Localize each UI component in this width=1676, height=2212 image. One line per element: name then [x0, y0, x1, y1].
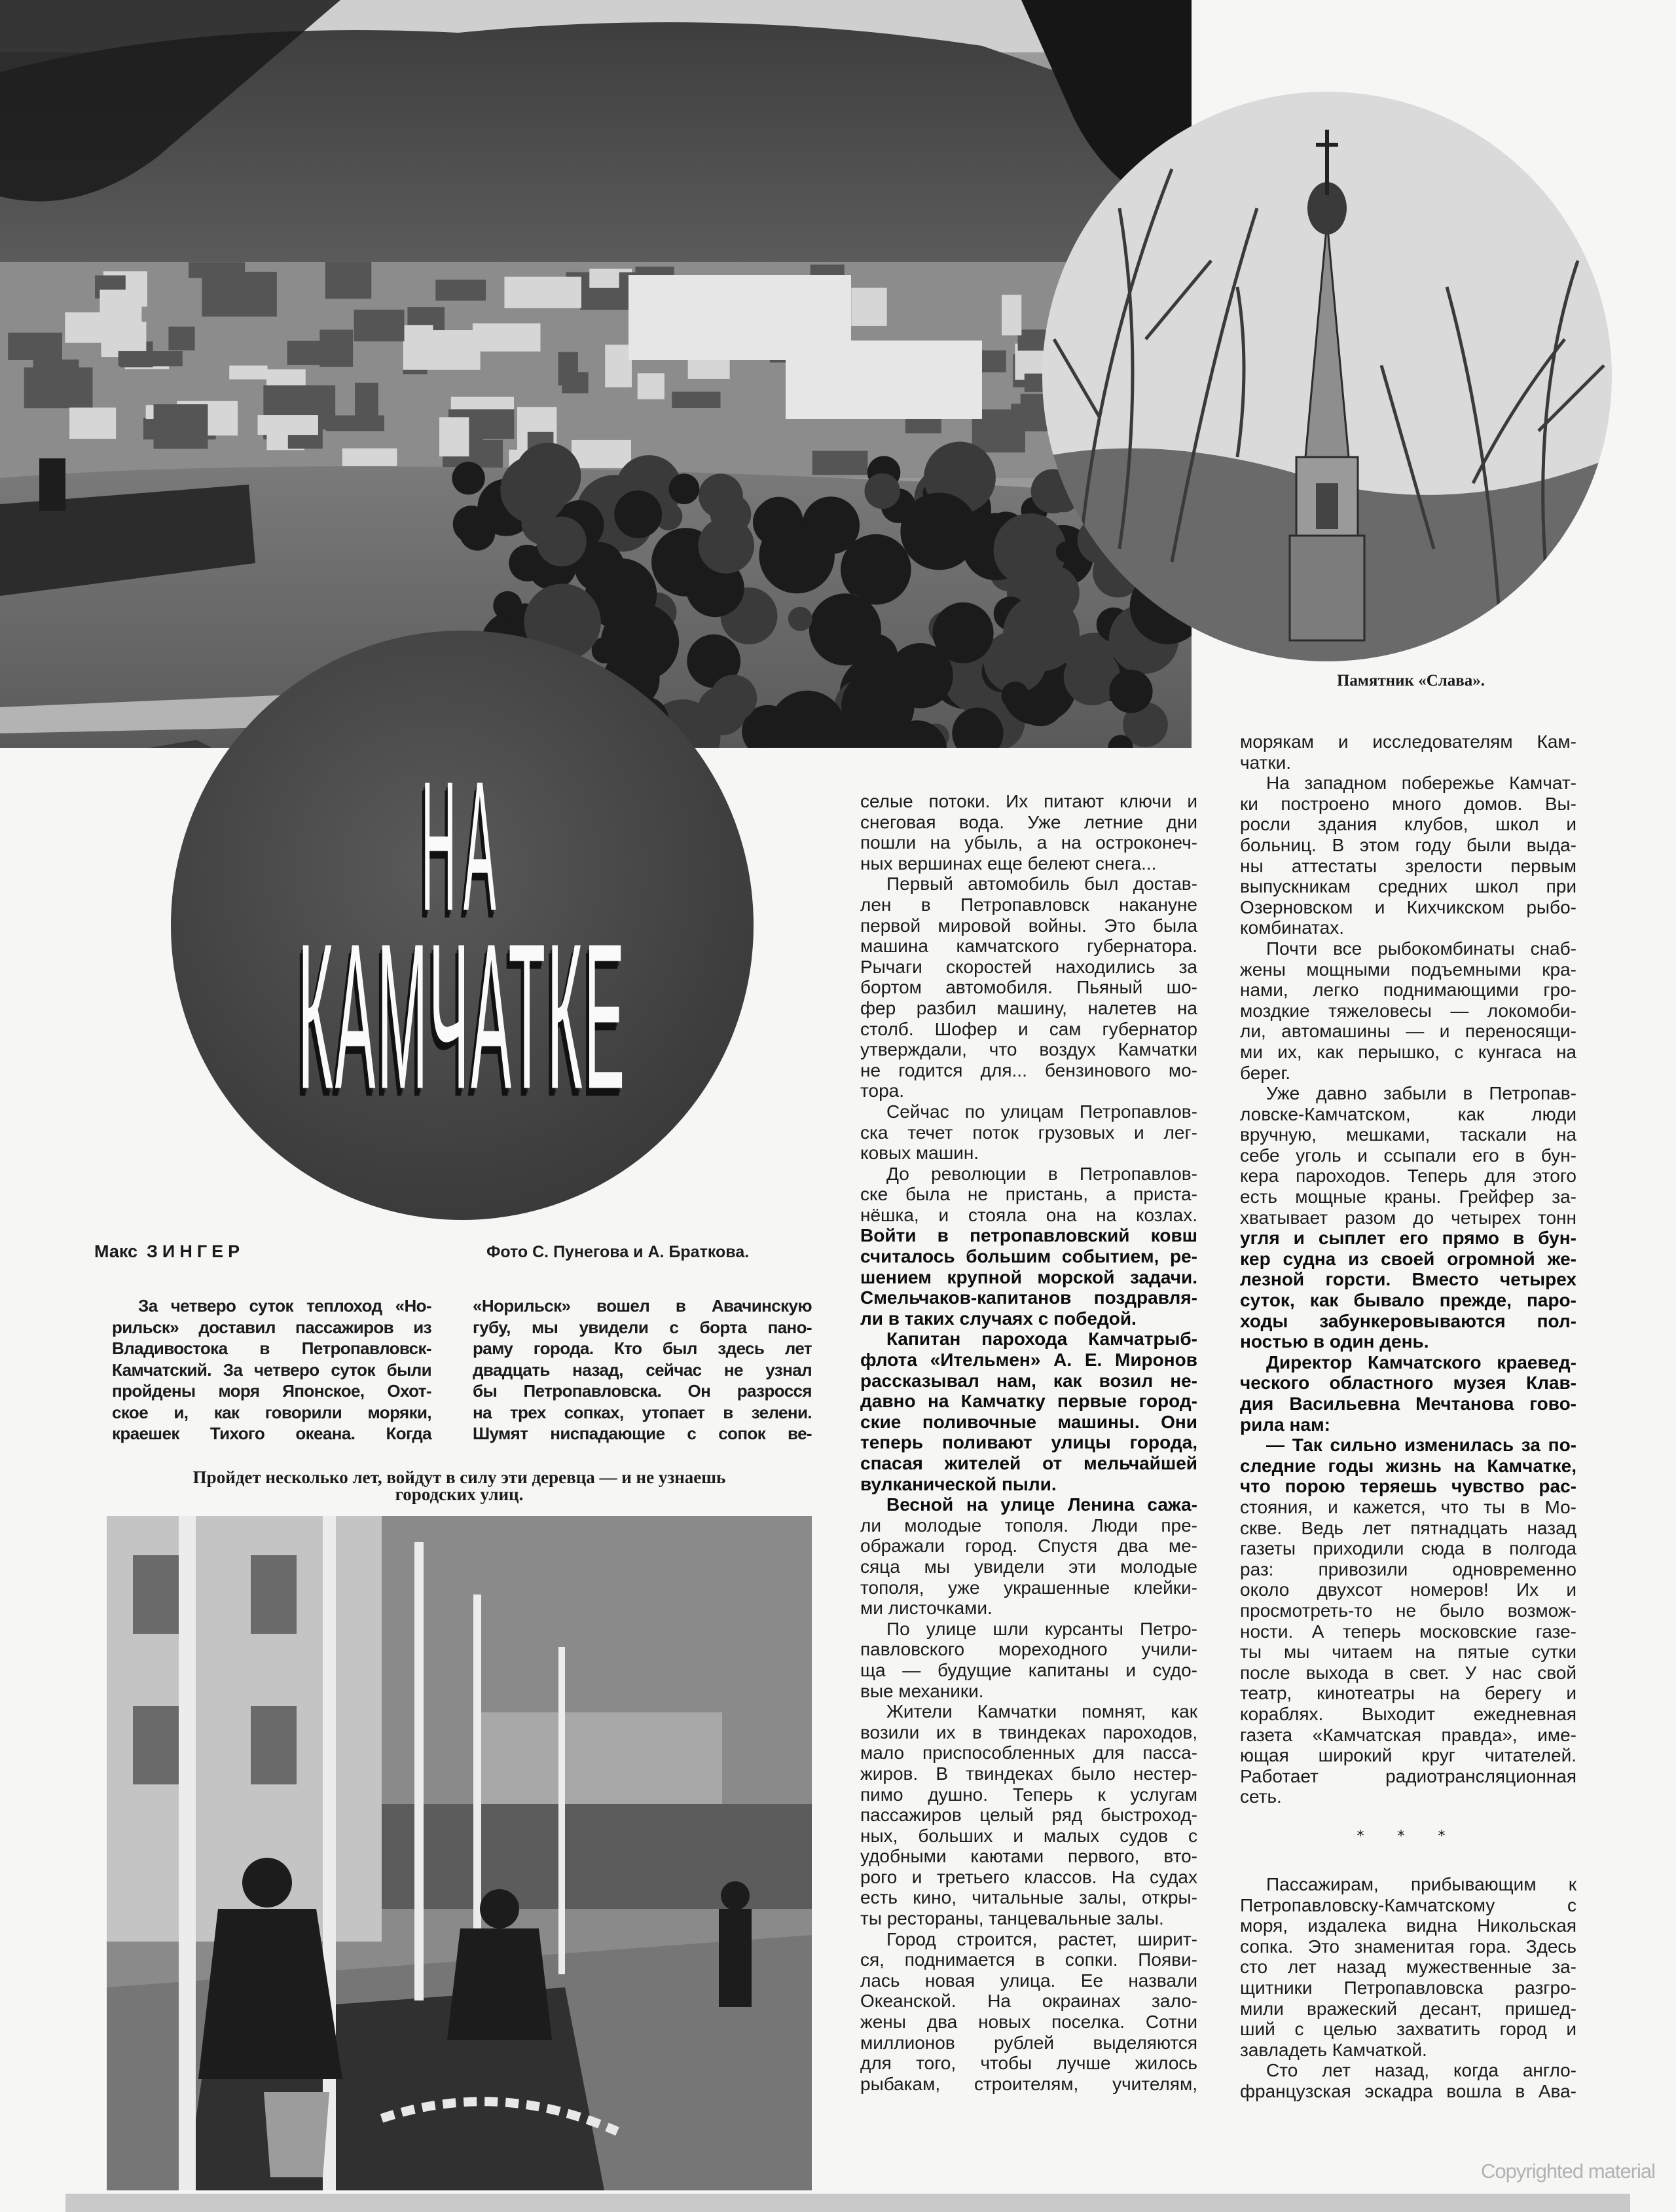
- text-line: Войти в петропавловский ковш: [860, 1225, 1197, 1246]
- text-line: Рычаги скоростей находились за: [860, 956, 1197, 977]
- text-line: жены два новых поселка. Сотни: [860, 2012, 1197, 2033]
- text-line: дия Васильевна Мечтанова гово-: [1240, 1393, 1576, 1414]
- text-line: ных вершинах еще белеют снега...: [860, 853, 1157, 874]
- text-line: Океанской. На окраинах зало-: [860, 1991, 1197, 2012]
- text-line: лась новая улица. Ее назвали: [860, 1970, 1197, 1991]
- paragraph: [1240, 2060, 1576, 2101]
- text-line: росли здания клубов, школ и: [1240, 814, 1576, 835]
- text-line: щитники Петропавловска разгро-: [1240, 1977, 1576, 1998]
- text-line: теперь поливают улицы города,: [860, 1432, 1197, 1453]
- intro-column-1: [112, 1295, 431, 1445]
- text-line: ские поливочные машины. Они: [860, 1411, 1197, 1432]
- paragraph: [860, 874, 1197, 1101]
- text-line: ший с целью захватить город и: [1240, 2019, 1576, 2040]
- text-line: ности. А теперь московские газе-: [1240, 1621, 1576, 1642]
- text-line: комбинатах.: [1240, 917, 1345, 938]
- text-line: возили их в твиндеках пароходов,: [860, 1722, 1197, 1742]
- text-line: рыбакам, строителям, учителям,: [860, 2073, 1197, 2094]
- text-line: ли молодые тополя. Люди пре-: [860, 1515, 1197, 1536]
- text-line: кораблях. Выходит ежедневная: [1240, 1703, 1576, 1724]
- text-line: Пассажирам, прибывающим к: [1266, 1874, 1576, 1894]
- text-line: раз: привозили одновременно: [1240, 1558, 1576, 1579]
- text-line: мало приспособленных для пасса-: [860, 1742, 1197, 1763]
- text-line: моря, издалека видна Никольская: [1240, 1915, 1576, 1936]
- text-line: кера пароходов. Теперь для этого: [1240, 1166, 1576, 1187]
- text-line: Почти все рыбокомбинаты снаб-: [1266, 938, 1576, 959]
- text-line: Сто лет назад, когда англо-: [1266, 2060, 1576, 2081]
- text-line: лен в Петропавловск накануне: [860, 894, 1197, 915]
- text-line: после выхода в свет. У нас свой: [1240, 1662, 1576, 1683]
- text-line: ское и, как говорили моряки,: [112, 1402, 431, 1422]
- text-line: ющая широкий круг читателей.: [1240, 1745, 1576, 1766]
- text-line: Работает радиотрансляционная: [1240, 1765, 1576, 1786]
- paragraph: [860, 1164, 1197, 1329]
- text-line: ска течет поток грузовых и лег-: [860, 1122, 1197, 1143]
- title-line-1: НА: [421, 743, 503, 950]
- paragraph: [112, 1295, 431, 1445]
- text-line: На западном побережье Камчат-: [1266, 773, 1576, 794]
- title-line-2: КАМЧАТКЕ: [298, 900, 627, 1132]
- text-line: Уже давно забыли в Петропав-: [1266, 1083, 1576, 1104]
- right-column: [1240, 731, 1576, 1807]
- text-line: сеть.: [1240, 1786, 1282, 1807]
- text-line: Сейчас по улицам Петропавлов-: [886, 1101, 1197, 1122]
- text-line: За четверо суток теплоход «Но-: [138, 1296, 431, 1316]
- text-line: газета «Камчатская правда», име-: [1240, 1724, 1576, 1745]
- text-line: выпускникам средних школ при: [1240, 876, 1576, 897]
- caption-line: Пройдет несколько лет, войдут в силу эти деревца — и не узнаешь: [192, 1467, 726, 1487]
- text-line: павловского мореходного учили-: [860, 1639, 1197, 1660]
- text-line: рассказывал нам, как возил не-: [860, 1370, 1197, 1391]
- text-line: снеговая вода. Уже летние дни: [860, 811, 1197, 832]
- paragraph: [1240, 1083, 1576, 1352]
- paragraph: [860, 1701, 1197, 1929]
- tree-planting-photo: [107, 1516, 812, 2190]
- text-line: ща — будущие капитаны и судо-: [860, 1659, 1197, 1680]
- text-line: жиров. В твиндеках было нестер-: [860, 1763, 1197, 1784]
- text-line: двадцать назад, сейчас не узнал: [473, 1359, 812, 1380]
- text-line: вулканической пыли.: [860, 1473, 1057, 1494]
- text-line: ске была не пристань, а приста-: [860, 1184, 1197, 1205]
- trees-photo-caption: [107, 1469, 811, 1503]
- text-line: «Норильск» вошел в Авачинскую: [473, 1296, 812, 1316]
- text-line: морякам и исследователям Кам-: [1240, 731, 1576, 752]
- author-first-name: Макс: [94, 1242, 138, 1261]
- text-line: — Так сильно изменилась за по-: [1266, 1435, 1576, 1456]
- text-line: давно на Камчатку первые город-: [860, 1391, 1197, 1412]
- text-line: ты мы читаем на пятые сутки: [1240, 1642, 1576, 1663]
- text-line: ты рестораны, танцевальные залы.: [860, 1908, 1164, 1929]
- text-line: ся, поднимается в сопки. Появи-: [860, 1949, 1197, 1970]
- text-line: утверждали, что воздух Камчатки: [860, 1039, 1197, 1060]
- paragraph: [473, 1295, 812, 1445]
- text-line: есть мощные краны. Грейфер за-: [1240, 1187, 1576, 1207]
- text-line: До революции в Петропавлов-: [886, 1163, 1197, 1184]
- text-line: По улице шли курсанты Петро-: [886, 1618, 1197, 1639]
- text-line: тора.: [860, 1080, 905, 1101]
- copyright-watermark: Copyrighted material: [1481, 2160, 1656, 2183]
- text-line: ческого областного музея Клав-: [1240, 1373, 1576, 1393]
- text-line: раму города. Кто был здесь лет: [473, 1338, 812, 1358]
- text-line: пошли на убыль, а на остроконеч-: [860, 832, 1197, 853]
- text-line: краешек Тихого океана. Когда: [112, 1424, 431, 1443]
- monument-slava-photo: [1041, 90, 1613, 663]
- caption-line: городских улиц.: [395, 1484, 524, 1504]
- text-line: Озерновском и Кихчикском рыбо-: [1240, 896, 1576, 917]
- text-line: просмотреть-то не было возмож-: [1240, 1600, 1576, 1621]
- paragraph: [1240, 938, 1576, 1083]
- text-line: моздкие тяжеловесы — локомоби-: [1240, 1000, 1576, 1021]
- text-line: пройдены моря Японское, Охот-: [112, 1381, 431, 1401]
- text-line: французская эскадра вошла в Ава-: [1240, 2080, 1576, 2101]
- paragraph: [1240, 731, 1576, 773]
- text-line: на трех сопках, утопает в зелени.: [473, 1402, 812, 1422]
- text-line: чатки.: [1240, 752, 1292, 773]
- text-line: жены мощными подъемными кра-: [1240, 959, 1576, 980]
- text-line: вые механики.: [860, 1680, 984, 1701]
- text-line: Владивостока в Петропавловск-: [112, 1338, 431, 1358]
- text-line: ображали город. Спустя два ме-: [860, 1536, 1197, 1557]
- text-line: хватывает разом до четырех тонн: [1240, 1207, 1576, 1228]
- monument-caption: Памятник «Слава».: [1336, 672, 1485, 690]
- text-line: ми листочками.: [860, 1598, 993, 1619]
- paragraph: [860, 1329, 1197, 1494]
- text-line: бы Петропавловска. Он разросся: [473, 1381, 812, 1401]
- text-line: ны аттестаты зрелости первым: [1240, 855, 1576, 876]
- text-line: удобными каютами первого, вто-: [860, 1846, 1197, 1867]
- text-line: машина камчатского губернатора.: [860, 936, 1197, 957]
- text-line: не годится для... бензинового мо-: [860, 1060, 1197, 1080]
- text-line: ностью в один день.: [1240, 1331, 1429, 1352]
- author-byline: [94, 1242, 244, 1262]
- section-separator: * * *: [1357, 1828, 1460, 1845]
- text-line: пассажиров целый ряд быстроход-: [860, 1805, 1197, 1826]
- intro-column-2: [473, 1295, 812, 1445]
- text-line: шением крупной морской задачи.: [860, 1266, 1197, 1287]
- text-line: миллионов рублей выделяются: [860, 2032, 1197, 2053]
- text-line: Петропавловску-Камчатскому с: [1240, 1894, 1576, 1915]
- photo-credit: Фото С. Пунегова и А. Браткова.: [486, 1243, 750, 1261]
- text-line: Камчатский. За четверо суток были: [112, 1359, 431, 1380]
- text-line: нёшка, и стояла она на козлах.: [860, 1204, 1197, 1225]
- right-column-continued: [1240, 1874, 1576, 2102]
- text-line: скве. Ведь лет пятнадцать назад: [1240, 1517, 1576, 1538]
- paragraph: [860, 791, 1197, 874]
- text-line: ходы забункеровываются пол-: [1240, 1310, 1576, 1331]
- text-line: что порою теряешь чувство рас-: [1240, 1476, 1576, 1497]
- text-line: первой мировой войны. Это была: [860, 915, 1197, 936]
- paragraph: [860, 1929, 1197, 2095]
- text-line: завладеть Камчаткой.: [1240, 2039, 1427, 2060]
- text-line: лезной горсти. Вместо четырех: [1240, 1269, 1576, 1290]
- text-line: сяца мы увидели эти молодые: [860, 1556, 1197, 1577]
- text-line: столб. Шофер и сам губернатор: [860, 1018, 1197, 1039]
- monument-slava-image: [1041, 90, 1613, 663]
- text-line: тополя, уже украшенные клейки-: [860, 1577, 1197, 1598]
- scan-edge-shadow: [65, 2194, 1630, 2212]
- text-line: флота «Ительмен» А. Е. Миронов: [860, 1350, 1197, 1371]
- text-line: нами, легко поднимающими гро-: [1240, 980, 1576, 1001]
- text-line: Жители Камчатки помнят, как: [886, 1701, 1197, 1722]
- tree-planting-image: [107, 1516, 812, 2190]
- text-line: кер судна из своей огромной же-: [1240, 1248, 1576, 1269]
- text-line: селые потоки. Их питают ключи и: [860, 791, 1197, 811]
- text-line: около двухсот номеров! Их и: [1240, 1579, 1576, 1600]
- text-line: Директор Камчатского краевед-: [1266, 1352, 1576, 1373]
- middle-column: [860, 791, 1197, 2094]
- text-line: рила нам:: [1240, 1414, 1330, 1435]
- paragraph: [1240, 1874, 1576, 2060]
- text-line: считалось большим событием, ре-: [860, 1246, 1197, 1267]
- text-line: Город строится, растет, ширит-: [886, 1928, 1197, 1949]
- text-line: Весной на улице Ленина сажа-: [886, 1494, 1197, 1515]
- text-line: стояния, и кажется, что ты в Мо-: [1240, 1496, 1576, 1517]
- harbor-panorama-photo: [0, 0, 1192, 748]
- text-line: ковых машин.: [860, 1143, 979, 1164]
- text-line: для того, чтобы лучше жилось: [860, 2053, 1197, 2074]
- text-line: больниц. В этом году были выда-: [1240, 834, 1576, 855]
- text-line: ли в таких случаях с победой.: [860, 1308, 1137, 1329]
- text-line: Первый автомобиль был достав-: [886, 874, 1197, 894]
- paragraph: [860, 1619, 1197, 1701]
- text-line: ных, больших и малых судов с: [860, 1825, 1197, 1846]
- text-line: мили вражеский десант, пришед-: [1240, 1998, 1576, 2019]
- paragraph: [1240, 1352, 1576, 1435]
- text-line: ловске-Камчатском, как люди: [1240, 1103, 1576, 1124]
- paragraph: [1240, 773, 1576, 938]
- text-line: бортом автомобиля. Пьяный шо-: [860, 977, 1197, 998]
- title-badge: [171, 631, 754, 1220]
- text-line: театр, кинотеатры на берегу и: [1240, 1683, 1576, 1704]
- text-line: ки построено много домов. Вы-: [1240, 793, 1576, 814]
- text-line: следние годы жизнь на Камчатке,: [1240, 1455, 1576, 1476]
- text-line: ли, автомашины — и переносящи-: [1240, 1021, 1576, 1042]
- harbor-panorama-image: [0, 0, 1192, 748]
- paragraph: [1240, 1435, 1576, 1807]
- text-line: Смельчаков-капитанов поздравля-: [860, 1287, 1197, 1308]
- text-line: пимо душно. Теперь к услугам: [860, 1784, 1197, 1805]
- text-line: сопка. Это знаменитая гора. Здесь: [1240, 1936, 1576, 1957]
- text-line: берег.: [1240, 1062, 1291, 1083]
- text-line: есть кино, читальные залы, откры-: [860, 1887, 1197, 1908]
- text-line: сто лет назад мужественные за-: [1240, 1957, 1576, 1978]
- text-line: спасая жителей от мельчайшей: [860, 1453, 1197, 1473]
- text-line: угля и сыплет его прямо в бун-: [1240, 1228, 1576, 1249]
- author-surname: ЗИНГЕР: [147, 1242, 245, 1261]
- text-line: вручную, мешками, таскали на: [1240, 1124, 1576, 1145]
- text-line: ми их, как перышко, с кунгаса на: [1240, 1041, 1576, 1062]
- paragraph: [860, 1101, 1197, 1164]
- paragraph: [860, 1494, 1197, 1619]
- text-line: фер разбил машину, налетев на: [860, 997, 1197, 1018]
- text-line: суток, как бывало прежде, паро-: [1240, 1290, 1576, 1311]
- text-line: губу, мы увидели с борта пано-: [473, 1317, 812, 1337]
- text-line: себе уголь и ссыпали его в бун-: [1240, 1145, 1576, 1166]
- text-line: Капитан парохода Камчатрыб-: [886, 1329, 1197, 1350]
- text-line: рого и третьего классов. На судах: [860, 1866, 1197, 1887]
- text-line: рильск» доставил пассажиров из: [112, 1317, 431, 1337]
- text-line: Шумят ниспадающие с сопок ве-: [473, 1424, 812, 1443]
- text-line: газеты приходили сюда в полгода: [1240, 1538, 1576, 1559]
